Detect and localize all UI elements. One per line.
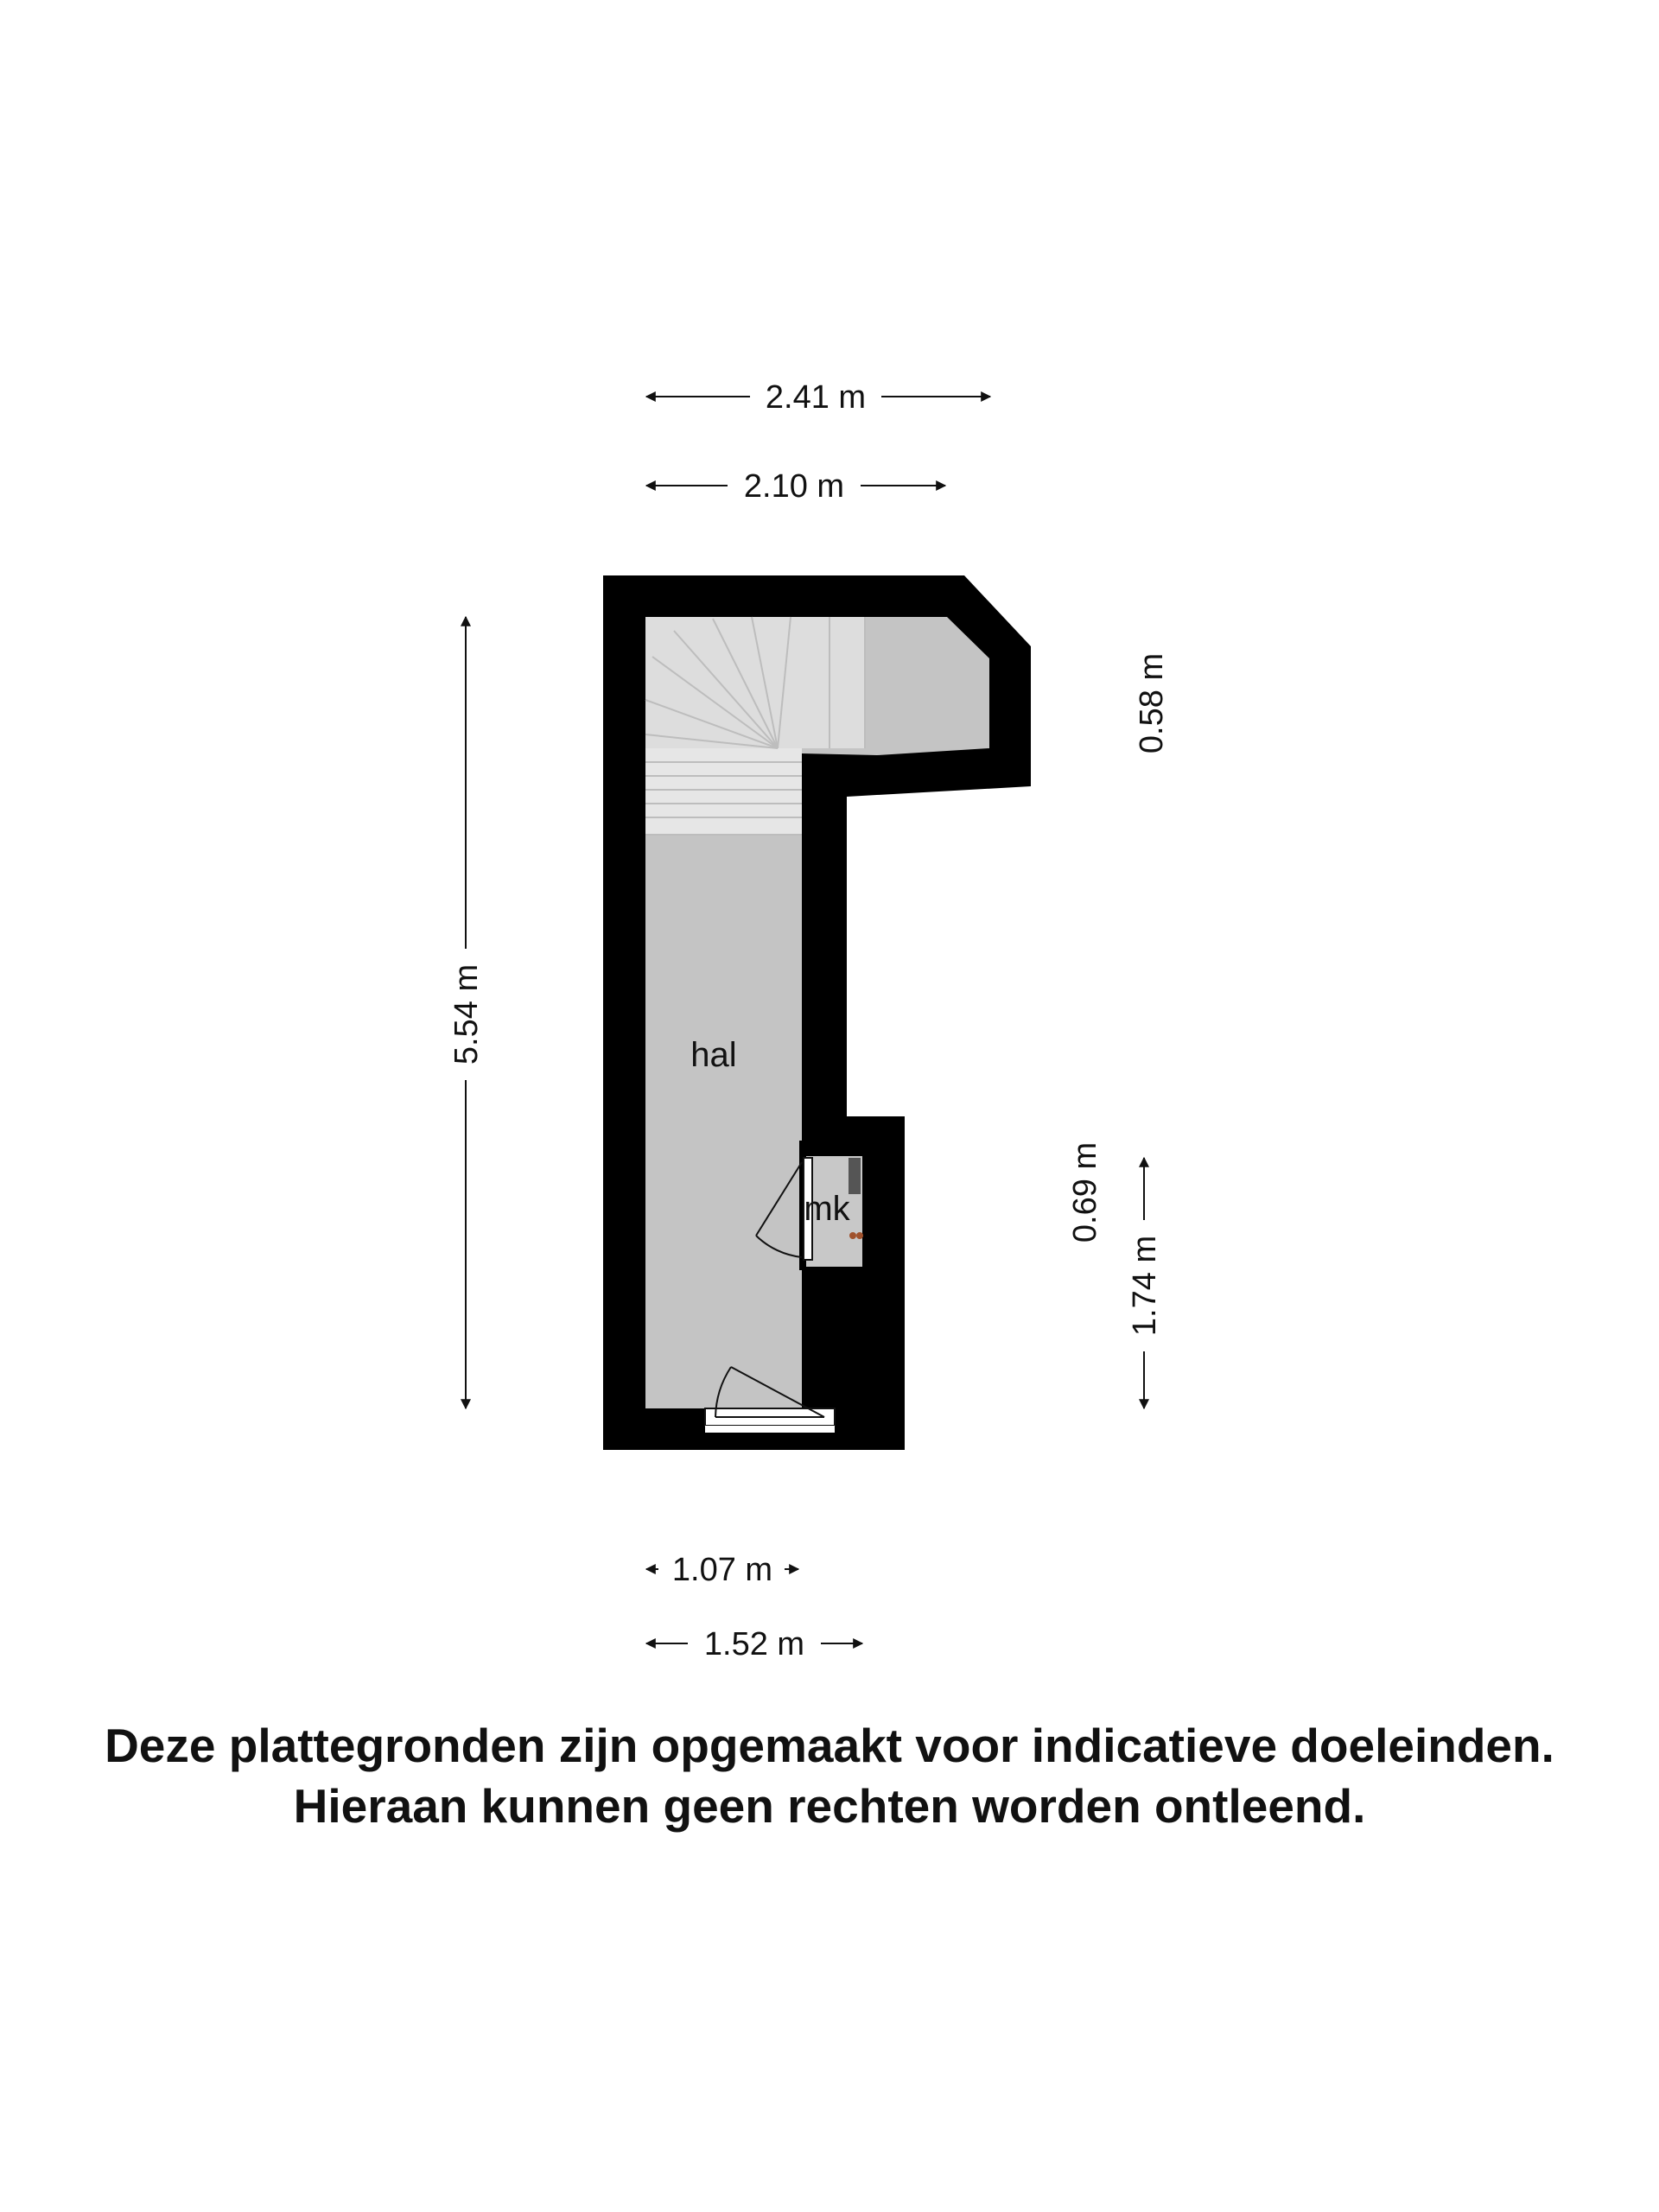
dimension-right-upper	[1134, 653, 1170, 753]
dimension-left-height	[448, 617, 485, 1408]
disclaimer	[0, 1715, 1659, 1836]
meter-dot	[856, 1232, 863, 1239]
dimension-right-lower-small	[1067, 1142, 1103, 1243]
dimension-top-inner	[646, 468, 945, 505]
room-label-hal: hal	[690, 1036, 737, 1074]
dimension-bottom-inner	[646, 1552, 798, 1588]
svg-text:0.58 m: 0.58 m	[1134, 652, 1170, 754]
dimension-bottom-outer	[646, 1626, 862, 1662]
disclaimer-line-2: Hieraan kunnen geen rechten worden ontleend.	[293, 1779, 1366, 1833]
meter-icon	[849, 1158, 861, 1194]
svg-text:5.54 m: 5.54 m	[448, 963, 485, 1065]
room-label-mk: mk	[804, 1190, 850, 1228]
svg-text:2.10 m: 2.10 m	[743, 468, 845, 505]
svg-text:0.69 m: 0.69 m	[1067, 1141, 1103, 1243]
dimension-top-outer	[646, 379, 990, 416]
dimension-right-lower	[1127, 1158, 1163, 1408]
svg-text:1.52 m: 1.52 m	[703, 1626, 805, 1662]
svg-text:1.07 m: 1.07 m	[671, 1552, 773, 1588]
svg-text:1.74 m: 1.74 m	[1127, 1235, 1163, 1337]
meter-dot	[849, 1232, 856, 1239]
disclaimer-line-1: Deze plattegronden zijn opgemaakt voor indicatieve doeleinden.	[105, 1719, 1554, 1772]
svg-text:2.41 m: 2.41 m	[765, 379, 867, 416]
closet-wall	[802, 1267, 862, 1279]
